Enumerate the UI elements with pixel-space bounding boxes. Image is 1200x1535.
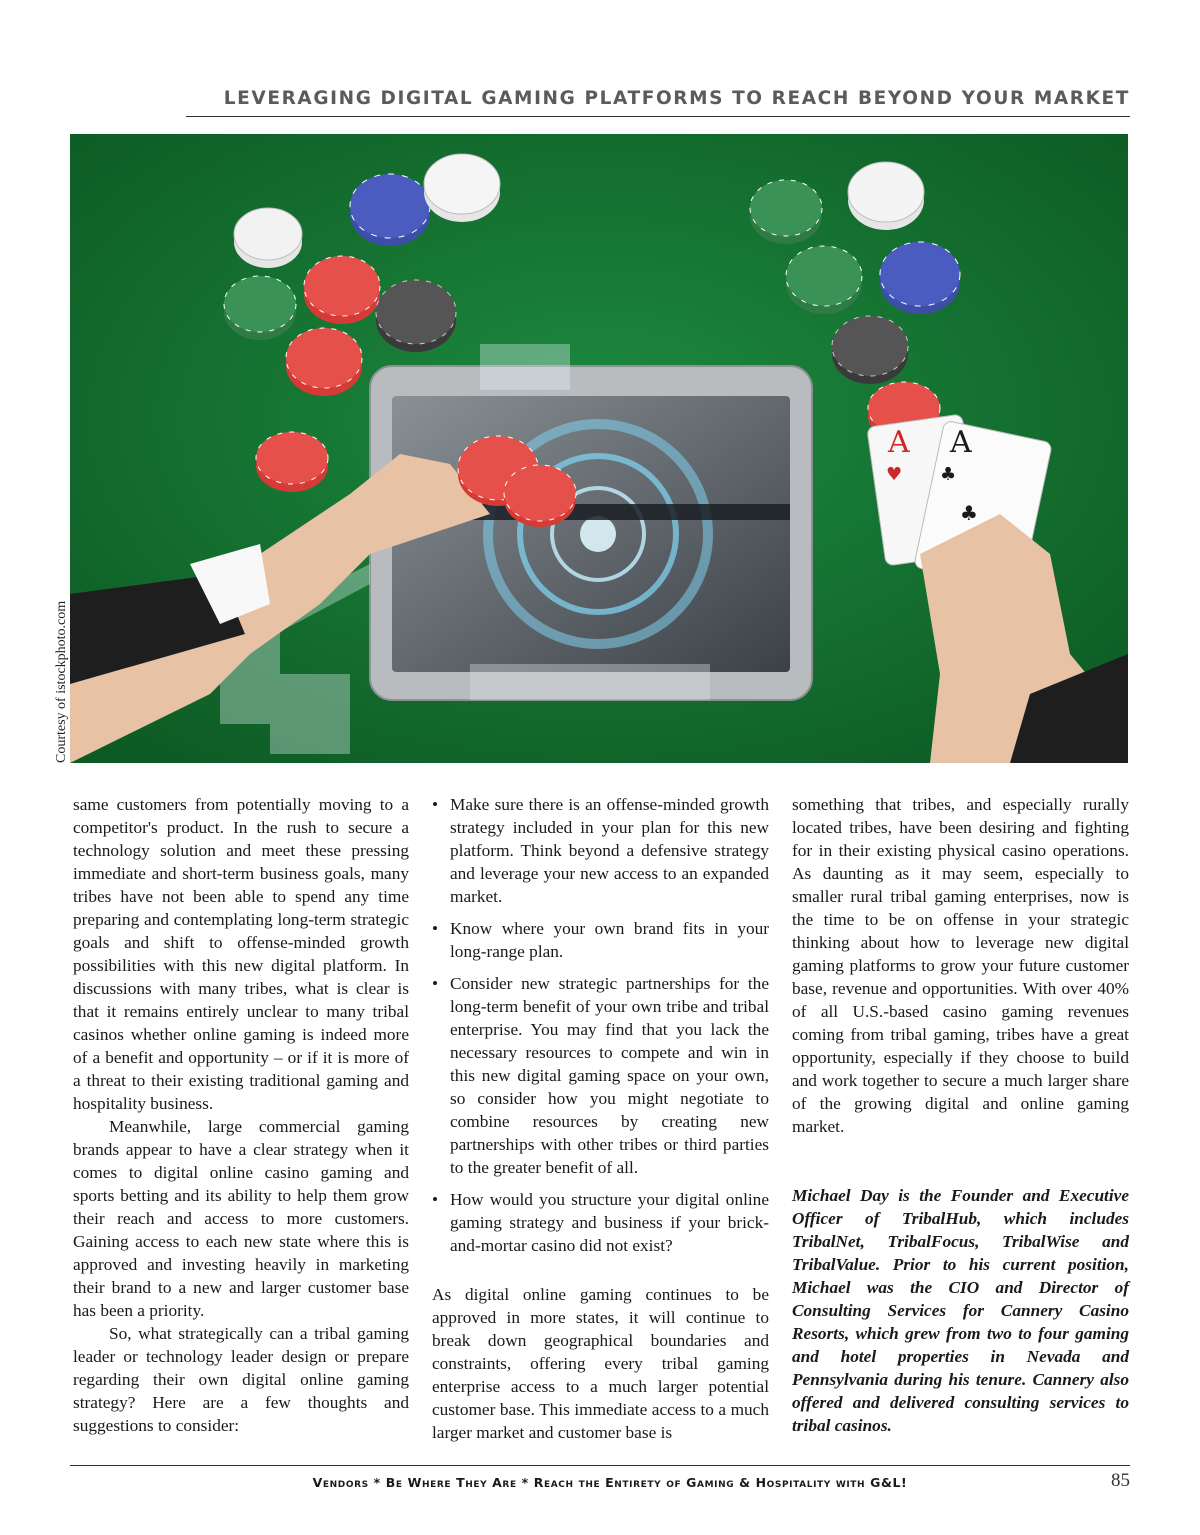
list-item [432, 972, 769, 1179]
tablet [370, 366, 812, 700]
bullet-icon: • [432, 795, 439, 814]
article-photo [70, 134, 1128, 763]
bullet-icon: • [432, 919, 439, 938]
footer-tagline: Vendors * Be Where They Are * Reach the Entirety of Gaming & Hospitality with G&L! [312, 1475, 908, 1490]
list-item [432, 1188, 769, 1257]
paragraph: same customers from potentially moving to a competitor's product. In the rush to secure a technology solution and meet these pressing immediate and short-term business goals, many tribes have not been able to spend any time preparing and contemplating long-term strategic goals and shift to offense-minded growth possibilities with this new digital platform. In discussions with many tribes, what is clear is that it remains entirely unclear to many tribal casinos whether online gaming is indeed more of a benefit and opportunity – or if it is more of a threat to their existing traditional gaming and hospitality business. [73, 795, 409, 1113]
bullet-icon: • [432, 974, 439, 993]
svg-text:A: A [950, 425, 972, 460]
header-rule [186, 116, 1130, 117]
article-column-3 [792, 793, 1129, 1437]
svg-text:♥: ♥ [886, 464, 903, 485]
article-column-1 [73, 793, 409, 1437]
list-item-text: Know where your own brand fits in your long-range plan. [450, 919, 769, 961]
list-item-text: Consider new strategic partnerships for the long-term benefit of your own tribe and tribal enterprise. You may find that you lack the necessary resources to compete and win in this new digital gaming space on your own, so consider how you might negotiate to combine resources by creating new partnerships with other tribes or third parties to the greater benefit of all. [450, 974, 769, 1177]
list-item-text: Make sure there is an offense-minded growth strategy included in your plan for this new platform. Think beyond a defensive strategy and leverage your new access to an expanded market. [450, 795, 769, 906]
paragraph: something that tribes, and especially rurally located tribes, have been desiring and fighting for in their existing physical casino operations. As daunting as it may seem, especially to smaller rural tribal gaming enterprises, now is the time to be on offense in your strategic thinking about how to leverage new digital gaming platforms to grow your future customer base, revenue and opportunities. With over 40% of all U.S.-based casino gaming revenues coming from tribal gaming, tribes have a great opportunity, especially if they choose to build and work together to secure a much larger share of the growing digital and online gaming market. [792, 795, 1129, 1136]
paragraph: Meanwhile, large commercial gaming brands appear to have a clear strategy when it comes to digital online casino gaming and sports betting and its ability to help them grow their reach and access to more customers. Gaining access to each new state where this is approved and investing heavily in marketing their brand to a new and larger customer base has been a priority. [73, 1117, 409, 1320]
running-header: LEVERAGING DIGITAL GAMING PLATFORMS TO REACH BEYOND YOUR MARKET [223, 88, 1130, 109]
author-bio: Michael Day is the Founder and Executive Officer of TribalHub, which includes TribalNet, TribalFocus, TribalWise and TribalValue. Prior to his current position, Michael was the CIO and Director of Consulting Services for Cannery Casino Resorts, which grew from two to four gaming and hotel properties in Nevada and Pennsylvania during his tenure. Cannery also offered and delivered consulting services to tribal casinos. [792, 1186, 1129, 1435]
list-item [432, 793, 769, 908]
bullet-list [432, 793, 769, 1257]
article-column-2 [432, 793, 769, 1444]
bullet-icon: • [432, 1190, 439, 1209]
svg-text:♣: ♣ [960, 501, 978, 525]
page-number: 85 [1111, 1470, 1130, 1491]
list-item [432, 917, 769, 963]
paragraph: As digital online gaming continues to be approved in more states, it will continue to break down geographical boundaries and constraints, offering every tribal gaming enterprise access to a much larger potential customer base. This immediate access to a much larger market and customer base is [432, 1285, 769, 1442]
svg-text:♣: ♣ [940, 464, 957, 485]
photo-credit: Courtesy of istockphoto.com [54, 600, 69, 763]
footer-rule [70, 1465, 1130, 1466]
paragraph: So, what strategically can a tribal gaming leader or technology leader design or prepare regarding their own digital online gaming strategy? Here are a few thoughts and suggestions to consider: [73, 1324, 409, 1435]
svg-text:A: A [888, 425, 910, 460]
list-item-text: How would you structure your digital online gaming strategy and business if your brick-and-mortar casino did not exist? [450, 1190, 769, 1255]
